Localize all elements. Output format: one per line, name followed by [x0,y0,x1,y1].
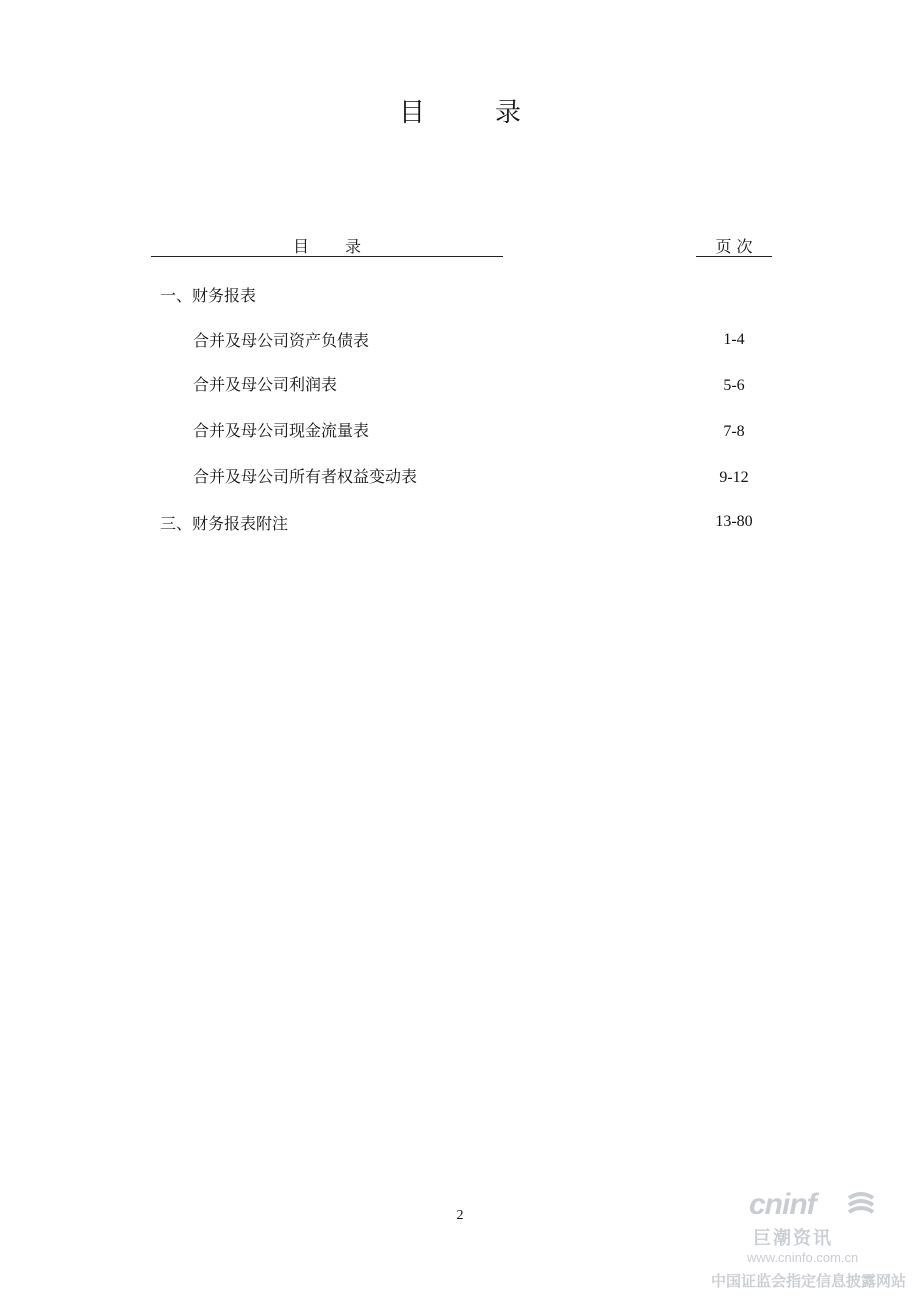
toc-entry-page: 13-80 [715,513,753,530]
toc-entry-balance-sheet [0,328,920,352]
watermark-logo-text: cninf [749,1188,816,1221]
toc-entry-page: 5-6 [723,377,745,394]
toc-entry-label: 合并及母公司现金流量表 [193,421,370,440]
page-title-char-2: 录 [495,98,522,128]
toc-entry-page: 9-12 [719,469,749,486]
toc-entry-label: 三、财务报表附注 [160,514,289,533]
toc-entry-notes [0,511,920,535]
toc-header-char-2: 录 [345,237,362,256]
footer-page-number: 2 [456,1208,464,1223]
watermark-url: www.cninfo.com.cn [747,1250,859,1265]
toc-entry-page: 1-4 [723,331,745,348]
watermark-tagline: 中国证监会指定信息披露网站 [711,1273,907,1290]
toc-entry-label: 合并及母公司所有者权益变动表 [193,467,418,486]
toc-header-contents [151,234,503,257]
cninfo-logo-icon [845,1190,877,1218]
cninfo-watermark [705,1178,917,1298]
toc-entry-financial-statements [0,283,920,307]
toc-entry-cash-flow-statement [0,418,920,442]
toc-entry-label: 一、财务报表 [160,286,257,305]
toc-entry-label: 合并及母公司资产负债表 [193,331,370,350]
toc-entry-label: 合并及母公司利润表 [193,375,338,394]
toc-entry-equity-statement [0,464,920,488]
toc-header-page: 页 次 [696,234,772,257]
page-title-char-1: 目 [398,98,425,128]
toc-entry-page: 7-8 [723,423,745,440]
toc-entry-income-statement [0,372,920,396]
page-title [0,92,920,129]
toc-header-char-1: 目 [292,237,309,256]
watermark-brand: 巨潮资讯 [753,1228,833,1248]
